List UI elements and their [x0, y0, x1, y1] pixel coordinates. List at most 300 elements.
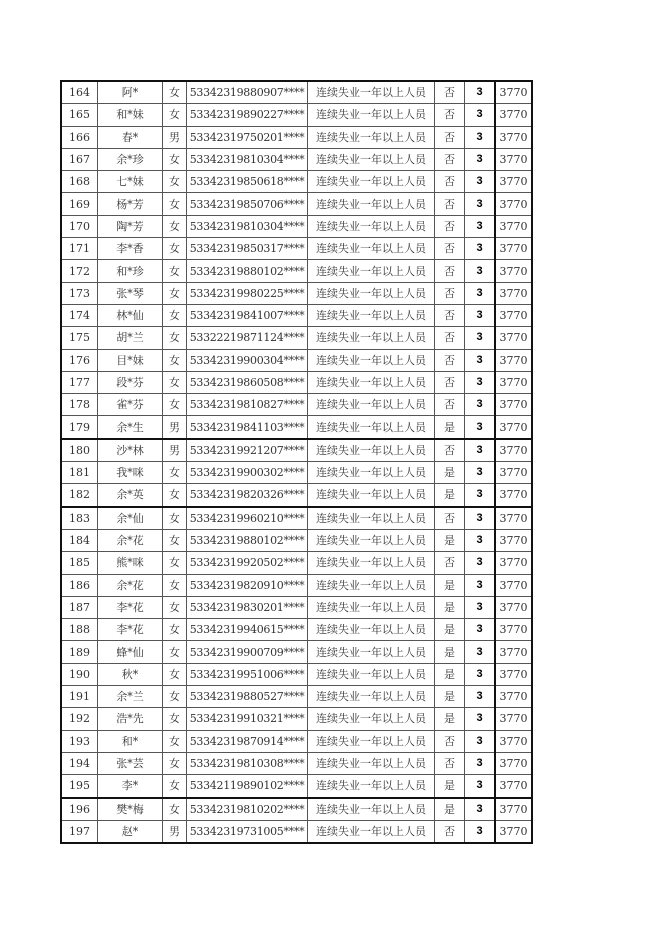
category-cell: 连续失业一年以上人员 [308, 104, 435, 126]
sex-cell: 女 [163, 193, 187, 215]
row-number-cell: 170 [61, 215, 98, 237]
id-number-cell: 53342319921207**** [187, 439, 308, 462]
name-cell: 余*英 [98, 484, 163, 507]
row-number-cell: 193 [61, 730, 98, 752]
sex-cell: 女 [163, 798, 187, 821]
row-number-cell: 179 [61, 416, 98, 439]
category-cell: 连续失业一年以上人员 [308, 686, 435, 708]
row-number-cell: 192 [61, 708, 98, 730]
category-cell: 连续失业一年以上人员 [308, 327, 435, 349]
sex-cell: 女 [163, 619, 187, 641]
sex-cell: 男 [163, 439, 187, 462]
amount-cell: 3770 [495, 663, 532, 685]
flag-cell: 否 [435, 238, 465, 260]
id-number-cell: 53342319890227**** [187, 104, 308, 126]
sex-cell: 女 [163, 552, 187, 574]
months-cell: 3 [465, 730, 496, 752]
category-cell: 连续失业一年以上人员 [308, 529, 435, 551]
name-cell: 阿* [98, 81, 163, 104]
category-cell: 连续失业一年以上人员 [308, 215, 435, 237]
table-row [61, 507, 532, 530]
flag-cell: 否 [435, 126, 465, 148]
id-number-cell: 53342319880907**** [187, 81, 308, 104]
months-cell: 3 [465, 215, 496, 237]
table-row [61, 730, 532, 752]
months-cell: 3 [465, 619, 496, 641]
amount-cell: 3770 [495, 484, 532, 507]
table-row [61, 193, 532, 215]
amount-cell: 3770 [495, 193, 532, 215]
category-cell: 连续失业一年以上人员 [308, 596, 435, 618]
name-cell: 雀*芬 [98, 394, 163, 416]
flag-cell: 否 [435, 371, 465, 393]
category-cell: 连续失业一年以上人员 [308, 708, 435, 730]
amount-cell: 3770 [495, 260, 532, 282]
category-cell: 连续失业一年以上人员 [308, 371, 435, 393]
id-number-cell: 53342319900304**** [187, 349, 308, 371]
sex-cell: 女 [163, 484, 187, 507]
amount-cell: 3770 [495, 529, 532, 551]
row-number-cell: 196 [61, 798, 98, 821]
row-number-cell: 189 [61, 641, 98, 663]
months-cell: 3 [465, 663, 496, 685]
category-cell: 连续失业一年以上人员 [308, 820, 435, 843]
amount-cell: 3770 [495, 349, 532, 371]
id-number-cell: 53342319910321**** [187, 708, 308, 730]
flag-cell: 是 [435, 798, 465, 821]
id-number-cell: 53342319940615**** [187, 619, 308, 641]
amount-cell: 3770 [495, 574, 532, 596]
id-number-cell: 53342319900302**** [187, 462, 308, 484]
table-row [61, 215, 532, 237]
name-cell: 春* [98, 126, 163, 148]
row-number-cell: 197 [61, 820, 98, 843]
months-cell: 3 [465, 416, 496, 439]
table-row [61, 439, 532, 462]
id-number-cell: 53342319860508**** [187, 371, 308, 393]
table-row [61, 641, 532, 663]
sex-cell: 女 [163, 238, 187, 260]
row-number-cell: 187 [61, 596, 98, 618]
flag-cell: 否 [435, 552, 465, 574]
id-number-cell: 53342319980225**** [187, 282, 308, 304]
id-number-cell: 53342319951006**** [187, 663, 308, 685]
id-number-cell: 53342319880102**** [187, 260, 308, 282]
months-cell: 3 [465, 371, 496, 393]
row-number-cell: 180 [61, 439, 98, 462]
category-cell: 连续失业一年以上人员 [308, 507, 435, 530]
flag-cell: 否 [435, 439, 465, 462]
row-number-cell: 172 [61, 260, 98, 282]
id-number-cell: 53342319850317**** [187, 238, 308, 260]
row-number-cell: 168 [61, 171, 98, 193]
months-cell: 3 [465, 282, 496, 304]
row-number-cell: 169 [61, 193, 98, 215]
category-cell: 连续失业一年以上人员 [308, 394, 435, 416]
flag-cell: 是 [435, 641, 465, 663]
months-cell: 3 [465, 439, 496, 462]
amount-cell: 3770 [495, 416, 532, 439]
id-number-cell: 53342319810304**** [187, 148, 308, 170]
flag-cell: 是 [435, 462, 465, 484]
table-row [61, 81, 532, 104]
name-cell: 我*咪 [98, 462, 163, 484]
id-number-cell: 53342319880102**** [187, 529, 308, 551]
flag-cell: 否 [435, 820, 465, 843]
amount-cell: 3770 [495, 686, 532, 708]
sex-cell: 女 [163, 686, 187, 708]
row-number-cell: 178 [61, 394, 98, 416]
amount-cell: 3770 [495, 552, 532, 574]
months-cell: 3 [465, 752, 496, 774]
flag-cell: 是 [435, 416, 465, 439]
flag-cell: 是 [435, 708, 465, 730]
amount-cell: 3770 [495, 81, 532, 104]
months-cell: 3 [465, 349, 496, 371]
category-cell: 连续失业一年以上人员 [308, 349, 435, 371]
table-row [61, 126, 532, 148]
sex-cell: 女 [163, 641, 187, 663]
months-cell: 3 [465, 529, 496, 551]
flag-cell: 是 [435, 686, 465, 708]
row-number-cell: 165 [61, 104, 98, 126]
name-cell: 余*花 [98, 574, 163, 596]
amount-cell: 3770 [495, 327, 532, 349]
row-number-cell: 186 [61, 574, 98, 596]
category-cell: 连续失业一年以上人员 [308, 775, 435, 798]
category-cell: 连续失业一年以上人员 [308, 193, 435, 215]
sex-cell: 女 [163, 775, 187, 798]
name-cell: 七*妹 [98, 171, 163, 193]
name-cell: 余*花 [98, 529, 163, 551]
id-number-cell: 53322219871124**** [187, 327, 308, 349]
table-row [61, 686, 532, 708]
name-cell: 余*兰 [98, 686, 163, 708]
name-cell: 杨*芳 [98, 193, 163, 215]
row-number-cell: 167 [61, 148, 98, 170]
months-cell: 3 [465, 148, 496, 170]
months-cell: 3 [465, 193, 496, 215]
flag-cell: 否 [435, 81, 465, 104]
months-cell: 3 [465, 484, 496, 507]
flag-cell: 否 [435, 171, 465, 193]
flag-cell: 否 [435, 752, 465, 774]
id-number-cell: 53342319731005**** [187, 820, 308, 843]
row-number-cell: 177 [61, 371, 98, 393]
row-number-cell: 176 [61, 349, 98, 371]
months-cell: 3 [465, 552, 496, 574]
table-row [61, 282, 532, 304]
months-cell: 3 [465, 104, 496, 126]
id-number-cell: 53342319810304**** [187, 215, 308, 237]
name-cell: 余*生 [98, 416, 163, 439]
flag-cell: 否 [435, 104, 465, 126]
category-cell: 连续失业一年以上人员 [308, 574, 435, 596]
category-cell: 连续失业一年以上人员 [308, 81, 435, 104]
sex-cell: 女 [163, 462, 187, 484]
name-cell: 和*珍 [98, 260, 163, 282]
amount-cell: 3770 [495, 596, 532, 618]
id-number-cell: 53342319810308**** [187, 752, 308, 774]
amount-cell: 3770 [495, 371, 532, 393]
flag-cell: 否 [435, 148, 465, 170]
amount-cell: 3770 [495, 126, 532, 148]
category-cell: 连续失业一年以上人员 [308, 462, 435, 484]
name-cell: 陶*芳 [98, 215, 163, 237]
name-cell: 熊*咪 [98, 552, 163, 574]
row-number-cell: 166 [61, 126, 98, 148]
name-cell: 段*芬 [98, 371, 163, 393]
table-row [61, 596, 532, 618]
id-number-cell: 53342319750201**** [187, 126, 308, 148]
name-cell: 李* [98, 775, 163, 798]
table-row [61, 327, 532, 349]
sex-cell: 女 [163, 304, 187, 326]
amount-cell: 3770 [495, 708, 532, 730]
amount-cell: 3770 [495, 439, 532, 462]
name-cell: 和*妹 [98, 104, 163, 126]
sex-cell: 女 [163, 507, 187, 530]
amount-cell: 3770 [495, 394, 532, 416]
sex-cell: 男 [163, 820, 187, 843]
id-number-cell: 53342319850706**** [187, 193, 308, 215]
table-row [61, 260, 532, 282]
flag-cell: 否 [435, 730, 465, 752]
row-number-cell: 175 [61, 327, 98, 349]
sex-cell: 女 [163, 596, 187, 618]
sex-cell: 女 [163, 663, 187, 685]
table-row [61, 775, 532, 798]
name-cell: 蜂*仙 [98, 641, 163, 663]
category-cell: 连续失业一年以上人员 [308, 126, 435, 148]
months-cell: 3 [465, 238, 496, 260]
name-cell: 和* [98, 730, 163, 752]
row-number-cell: 183 [61, 507, 98, 530]
months-cell: 3 [465, 171, 496, 193]
name-cell: 余*仙 [98, 507, 163, 530]
id-number-cell: 53342319830201**** [187, 596, 308, 618]
name-cell: 李*花 [98, 619, 163, 641]
amount-cell: 3770 [495, 462, 532, 484]
category-cell: 连续失业一年以上人员 [308, 148, 435, 170]
category-cell: 连续失业一年以上人员 [308, 260, 435, 282]
id-number-cell: 53342319900709**** [187, 641, 308, 663]
table-row [61, 529, 532, 551]
table-row [61, 752, 532, 774]
name-cell: 李*花 [98, 596, 163, 618]
row-number-cell: 184 [61, 529, 98, 551]
sex-cell: 女 [163, 371, 187, 393]
id-number-cell: 53342319820326**** [187, 484, 308, 507]
amount-cell: 3770 [495, 775, 532, 798]
table-row [61, 304, 532, 326]
flag-cell: 否 [435, 507, 465, 530]
category-cell: 连续失业一年以上人员 [308, 619, 435, 641]
months-cell: 3 [465, 462, 496, 484]
category-cell: 连续失业一年以上人员 [308, 663, 435, 685]
category-cell: 连续失业一年以上人员 [308, 552, 435, 574]
row-number-cell: 191 [61, 686, 98, 708]
sex-cell: 女 [163, 148, 187, 170]
months-cell: 3 [465, 126, 496, 148]
months-cell: 3 [465, 641, 496, 663]
flag-cell: 是 [435, 619, 465, 641]
sex-cell: 女 [163, 171, 187, 193]
flag-cell: 否 [435, 215, 465, 237]
id-number-cell: 53342319841007**** [187, 304, 308, 326]
id-number-cell: 53342319960210**** [187, 507, 308, 530]
category-cell: 连续失业一年以上人员 [308, 484, 435, 507]
months-cell: 3 [465, 775, 496, 798]
name-cell: 沙*林 [98, 439, 163, 462]
table-row [61, 552, 532, 574]
name-cell: 胡*兰 [98, 327, 163, 349]
months-cell: 3 [465, 260, 496, 282]
table-row [61, 462, 532, 484]
table-row [61, 238, 532, 260]
id-number-cell: 53342319820910**** [187, 574, 308, 596]
id-number-cell: 53342319810827**** [187, 394, 308, 416]
amount-cell: 3770 [495, 104, 532, 126]
months-cell: 3 [465, 304, 496, 326]
table-row [61, 708, 532, 730]
table-row [61, 371, 532, 393]
category-cell: 连续失业一年以上人员 [308, 416, 435, 439]
sex-cell: 女 [163, 730, 187, 752]
row-number-cell: 194 [61, 752, 98, 774]
id-number-cell: 53342119890102**** [187, 775, 308, 798]
months-cell: 3 [465, 81, 496, 104]
sex-cell: 女 [163, 327, 187, 349]
id-number-cell: 53342319841103**** [187, 416, 308, 439]
id-number-cell: 53342319880527**** [187, 686, 308, 708]
id-number-cell: 53342319850618**** [187, 171, 308, 193]
id-number-cell: 53342319920502**** [187, 552, 308, 574]
table-body [61, 81, 532, 843]
data-table [60, 80, 533, 844]
flag-cell: 是 [435, 574, 465, 596]
flag-cell: 是 [435, 775, 465, 798]
name-cell: 秋* [98, 663, 163, 685]
name-cell: 张*琴 [98, 282, 163, 304]
months-cell: 3 [465, 686, 496, 708]
amount-cell: 3770 [495, 619, 532, 641]
table-row [61, 104, 532, 126]
category-cell: 连续失业一年以上人员 [308, 304, 435, 326]
sex-cell: 女 [163, 708, 187, 730]
table-row [61, 484, 532, 507]
sex-cell: 女 [163, 529, 187, 551]
name-cell: 赵* [98, 820, 163, 843]
months-cell: 3 [465, 708, 496, 730]
sex-cell: 女 [163, 104, 187, 126]
name-cell: 李*香 [98, 238, 163, 260]
table-row [61, 349, 532, 371]
sex-cell: 男 [163, 126, 187, 148]
amount-cell: 3770 [495, 798, 532, 821]
row-number-cell: 174 [61, 304, 98, 326]
flag-cell: 是 [435, 484, 465, 507]
category-cell: 连续失业一年以上人员 [308, 171, 435, 193]
amount-cell: 3770 [495, 171, 532, 193]
flag-cell: 否 [435, 304, 465, 326]
row-number-cell: 185 [61, 552, 98, 574]
amount-cell: 3770 [495, 282, 532, 304]
flag-cell: 否 [435, 260, 465, 282]
sex-cell: 女 [163, 394, 187, 416]
months-cell: 3 [465, 596, 496, 618]
table-row [61, 416, 532, 439]
category-cell: 连续失业一年以上人员 [308, 641, 435, 663]
id-number-cell: 53342319870914**** [187, 730, 308, 752]
months-cell: 3 [465, 394, 496, 416]
table-row [61, 574, 532, 596]
row-number-cell: 190 [61, 663, 98, 685]
table-row [61, 798, 532, 821]
flag-cell: 否 [435, 327, 465, 349]
table-row [61, 663, 532, 685]
name-cell: 樊*梅 [98, 798, 163, 821]
amount-cell: 3770 [495, 238, 532, 260]
row-number-cell: 164 [61, 81, 98, 104]
sex-cell: 女 [163, 574, 187, 596]
flag-cell: 是 [435, 529, 465, 551]
row-number-cell: 173 [61, 282, 98, 304]
category-cell: 连续失业一年以上人员 [308, 439, 435, 462]
name-cell: 张*芸 [98, 752, 163, 774]
sex-cell: 女 [163, 81, 187, 104]
category-cell: 连续失业一年以上人员 [308, 752, 435, 774]
flag-cell: 否 [435, 193, 465, 215]
amount-cell: 3770 [495, 820, 532, 843]
sex-cell: 男 [163, 416, 187, 439]
sex-cell: 女 [163, 282, 187, 304]
months-cell: 3 [465, 574, 496, 596]
table-row [61, 148, 532, 170]
name-cell: 余*珍 [98, 148, 163, 170]
row-number-cell: 171 [61, 238, 98, 260]
category-cell: 连续失业一年以上人员 [308, 798, 435, 821]
amount-cell: 3770 [495, 641, 532, 663]
flag-cell: 否 [435, 394, 465, 416]
sex-cell: 女 [163, 752, 187, 774]
row-number-cell: 181 [61, 462, 98, 484]
table-row [61, 619, 532, 641]
amount-cell: 3770 [495, 304, 532, 326]
category-cell: 连续失业一年以上人员 [308, 238, 435, 260]
amount-cell: 3770 [495, 752, 532, 774]
flag-cell: 是 [435, 663, 465, 685]
amount-cell: 3770 [495, 148, 532, 170]
id-number-cell: 53342319810202**** [187, 798, 308, 821]
row-number-cell: 188 [61, 619, 98, 641]
row-number-cell: 182 [61, 484, 98, 507]
name-cell: 林*仙 [98, 304, 163, 326]
amount-cell: 3770 [495, 507, 532, 530]
months-cell: 3 [465, 327, 496, 349]
category-cell: 连续失业一年以上人员 [308, 730, 435, 752]
category-cell: 连续失业一年以上人员 [308, 282, 435, 304]
table-row [61, 394, 532, 416]
name-cell: 浩*先 [98, 708, 163, 730]
name-cell: 目*妹 [98, 349, 163, 371]
sex-cell: 女 [163, 349, 187, 371]
sex-cell: 女 [163, 215, 187, 237]
flag-cell: 否 [435, 349, 465, 371]
months-cell: 3 [465, 820, 496, 843]
months-cell: 3 [465, 798, 496, 821]
amount-cell: 3770 [495, 215, 532, 237]
